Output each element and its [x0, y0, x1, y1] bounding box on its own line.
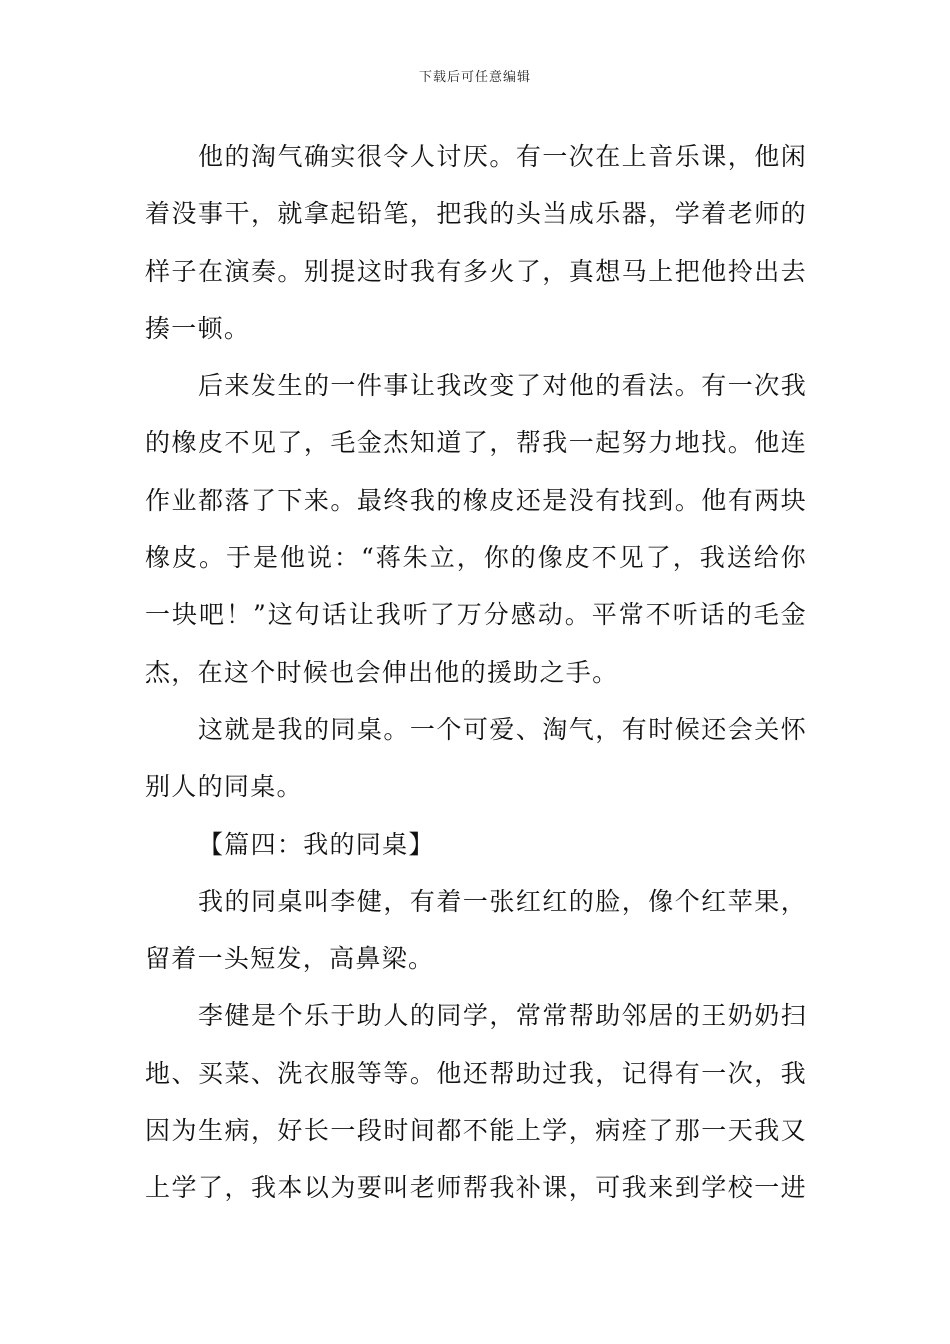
- text-line: 橡皮。于是他说：“蒋朱立，你的像皮不见了，我送给你: [145, 543, 807, 573]
- text-line: 他的淘气确实很令人讨厌。有一次在上音乐课，他闲: [198, 142, 807, 171]
- text-line: 别人的同桌。: [145, 772, 303, 802]
- body-text: [145, 128, 810, 1217]
- text-line: 【篇四：我的同桌】: [198, 829, 435, 859]
- text-line: 后来发生的一件事让我改变了对他的看法。有一次我: [198, 371, 807, 401]
- text-line: 上学了，我本以为要叫老师帮我补课，可我来到学校一进: [145, 1173, 807, 1203]
- text-line: 作业都落了下来。最终我的橡皮还是没有找到。他有两块: [145, 485, 807, 515]
- text-line: 地、买菜、洗衣服等等。他还帮助过我，记得有一次，我: [145, 1058, 807, 1088]
- text-line: 我的同桌叫李健，有着一张红红的脸，像个红苹果，: [198, 886, 807, 916]
- text-line: 因为生病，好长一段时间都不能上学，病痊了那一天我又: [145, 1116, 807, 1146]
- text-line: 李健是个乐于助人的同学，常常帮助邻居的王奶奶扫: [198, 1001, 807, 1031]
- text-line: 的橡皮不见了，毛金杰知道了，帮我一起努力地找。他连: [145, 428, 807, 458]
- text-line: 揍一顿。: [145, 313, 251, 343]
- text-line: 这就是我的同桌。一个可爱、淘气，有时候还会关怀: [198, 714, 807, 744]
- text-line: 一块吧！”这句话让我听了万分感动。平常不听话的毛金: [145, 600, 807, 630]
- text-line: 杰，在这个时候也会伸出他的援助之手。: [145, 657, 619, 687]
- page-header: 下载后可任意编辑: [418, 70, 531, 85]
- text-line: 留着一头短发，高鼻梁。: [145, 944, 435, 974]
- text-line: 着没事干，就拿起铅笔，把我的头当成乐器，学着老师的: [145, 199, 807, 229]
- text-line: 样子在演奏。别提这时我有多火了，真想马上把他拎出去: [145, 256, 807, 286]
